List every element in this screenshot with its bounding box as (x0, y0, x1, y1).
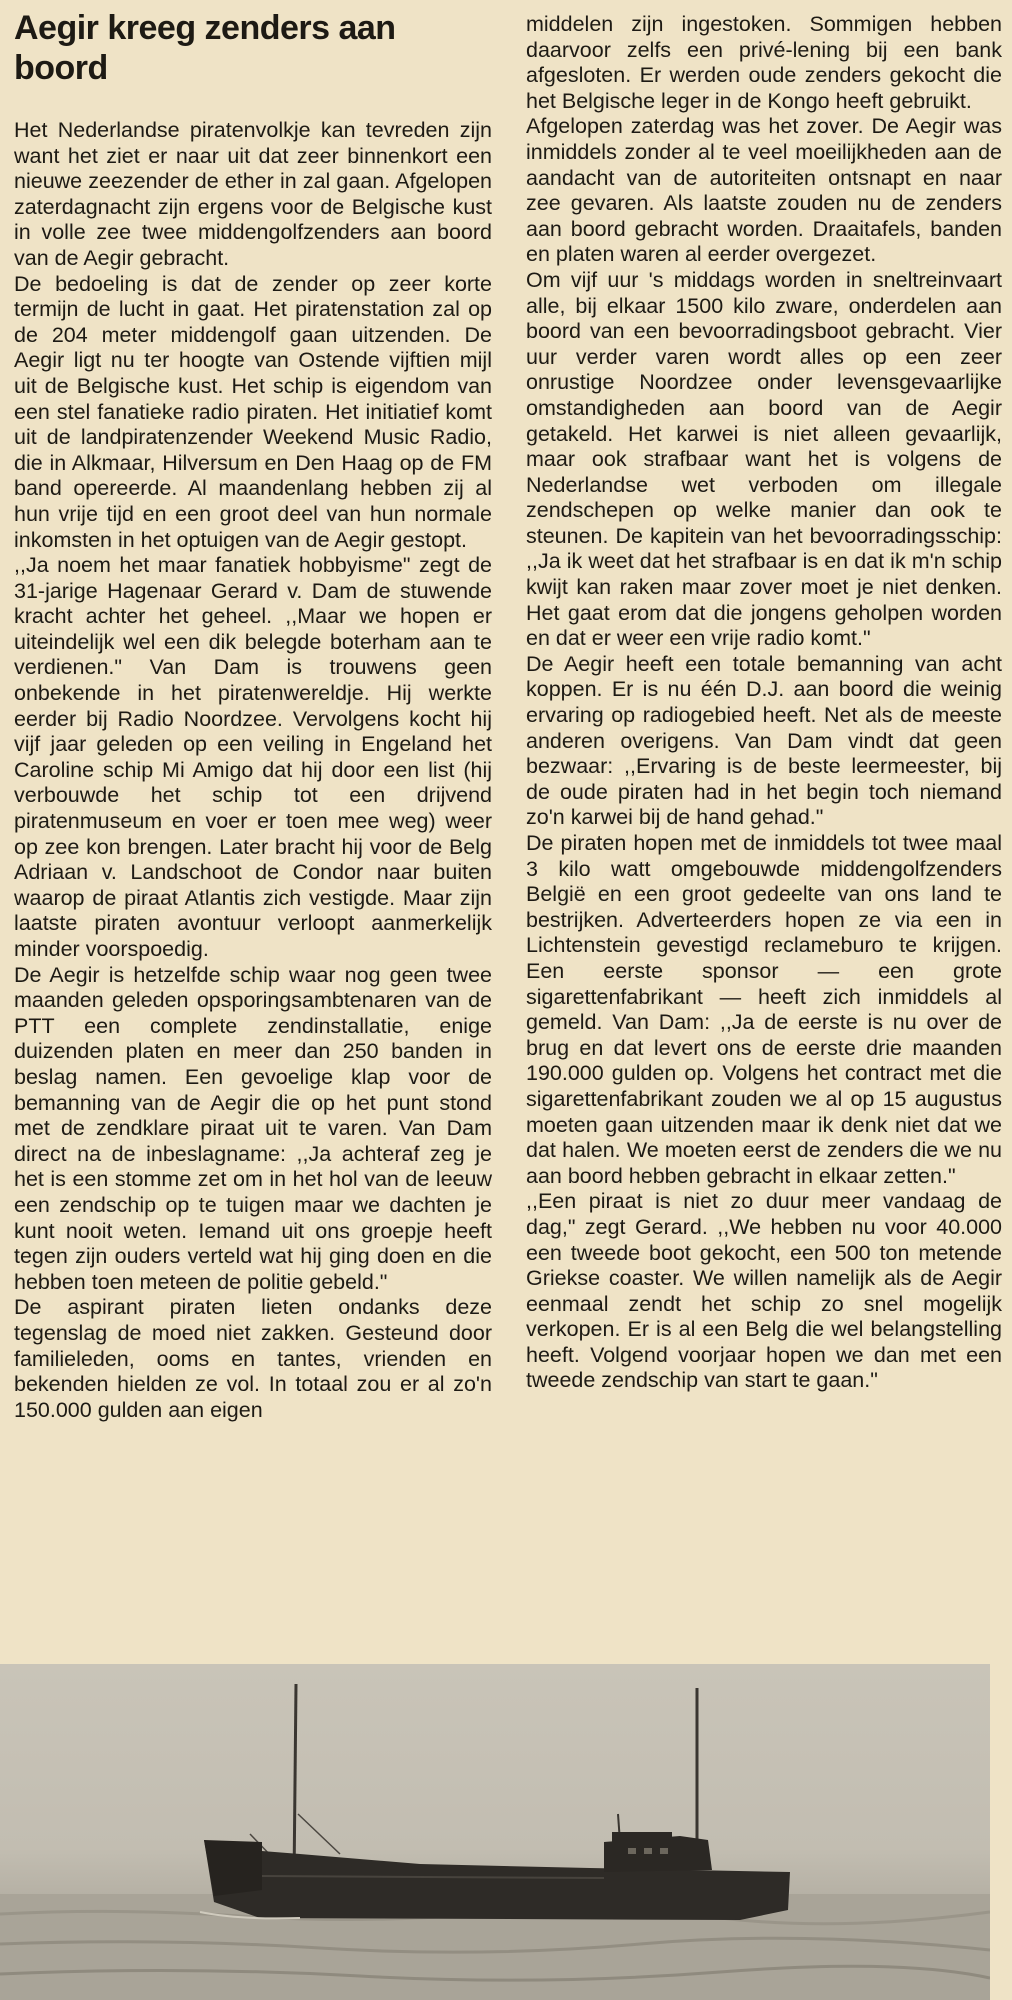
right-column (526, 12, 1002, 1394)
paragraph: De Aegir heeft een totale bemanning van acht koppen. Er is nu één D.J. aan boord die weinig ervaring op radiogebied heeft. Net als de meeste anderen overigens. Van Dam vindt dat geen bezwaar: ,,Ervaring is de beste leermeester, bij de oude piraten had in het begin toch niemand zo'n karwei bij de hand gehad." (526, 651, 1002, 830)
left-column (14, 118, 492, 1423)
paragraph: Afgelopen zaterdag was het zover. De Aegir was inmiddels zonder al te veel moeilijkheden aan de aandacht van de autoriteiten ontsnapt en naar zee gevaren. Als laatste zouden nu de zenders aan boord gebracht worden. Draaitafels, banden en platen waren al eerder overgezet. (526, 114, 1002, 267)
ship-illustration (0, 1664, 990, 2000)
paragraph: ,,Ja noem het maar fanatiek hobbyisme" zegt de 31-jarige Hagenaar Gerard v. Dam de stuwende kracht achter het geheel. ,,Maar we hopen er uiteindelijk wel een dik belegde boterham aan te verdienen." Van Dam is trouwens geen onbekende in het piratenwereldje. Hij werkte eerder bij Radio Noordzee. Vervolgens kocht hij vijf jaar geleden op een veiling in Engeland het Caroline schip Mi Amigo dat hij door een list (hij verbouwde het schip tot een drijvend piratenmuseum en voer er toen mee weg) weer op zee kon brengen. Later bracht hij voor de Belg Adriaan v. Landschoot de Condor naar buiten waarop de piraat Atlantis zich vestigde. Maar zijn laatste piraten avontuur verloopt aanmerkelijk minder voorspoedig. (14, 553, 492, 961)
paragraph: Om vijf uur 's middags worden in sneltreinvaart alle, bij elkaar 1500 kilo zware, onderdelen aan boord van een bevoorradingsboot gebracht. Vier uur verder varen wordt alles op een zeer onrustige Noordzee onder levensgevaarlijke omstandigheden aan boord van de Aegir getakeld. Het karwei is niet alleen gevaarlijk, maar ook strafbaar want het is volgens de Nederlandse wet verboden om illegale zendschepen op welke manier dan ook te steunen. De kapitein van het bevoorradingsschip: ,,Ja ik weet dat het strafbaar is en dat ik m'n schip kwijt kan raken maar zover moet je niet denken. Het gaat erom dat die jongens geholpen worden en dat er weer een vrije radio komt." (526, 267, 1002, 651)
paragraph: De aspirant piraten lieten ondanks deze tegenslag de moed niet zakken. Gesteund door familieleden, ooms en tantes, vrienden en bekenden hielden ze vol. In totaal zou er al zo'n 150.000 gulden aan eigen (14, 1295, 492, 1422)
ship-photo (0, 1664, 990, 2000)
paragraph: ,,Een piraat is niet zo duur meer vandaag de dag," zegt Gerard. ,,We hebben nu voor 40.000 een tweede boot gekocht, een 500 ton metende Griekse coaster. We willen namelijk als de Aegir eenmaal zendt het schip zo snel mogelijk verkopen. Er is al een Belg die wel belangstelling heeft. Volgend voorjaar hopen we dan met een tweede zendschip van start te gaan." (526, 1189, 1002, 1393)
paragraph: De piraten hopen met de inmiddels tot twee maal 3 kilo watt omgebouwde middengolfzenders België en een groot gedeelte van ons land te bestrijken. Adverteerders hopen ze via een in Lichtenstein gevestigd reclameburo te krijgen. Een eerste sponsor — een grote sigarettenfabrikant — heeft zich inmiddels al gemeld. Van Dam: ,,Ja de eerste is nu over de brug en dat levert ons de eerste drie maanden 190.000 gulden op. Volgens het contract met die sigarettenfabrikant zouden we al op 15 augustus moeten gaan uitzenden maar ik denk niet dat we dat halen. We moeten eerst de zenders die we nu aan boord hebben gebracht in elkaar zetten." (526, 831, 1002, 1188)
headline: Aegir kreeg zenders aan boord (14, 9, 396, 87)
paragraph: De bedoeling is dat de zender op zeer korte termijn de lucht in gaat. Het piratenstation zal op de 204 meter middengolf gaan uitzenden. De Aegir ligt nu ter hoogte van Ostende vijftien mijl uit de Belgische kust. Het schip is eigendom van een stel fanatieke radio piraten. Het initiatief komt uit de landpiratenzender Weekend Music Radio, die in Alkmaar, Hilversum en Den Haag op de FM band opereerde. Al maandenlang hebben zij al hun vrije tijd en een groot deel van hun normale inkomsten in het optuigen van de Aegir gestopt. (14, 271, 492, 552)
front-mast (294, 1684, 296, 1882)
paragraph: De Aegir is hetzelfde schip waar nog geen twee maanden geleden opsporingsambtenaren van de PTT een complete zendinstallatie, enige duizenden platen en meer dan 250 banden in beslag namen. Een gevoelige klap voor de bemanning van de Aegir die op het punt stond met de zendklare piraat uit te varen. Van Dam direct na de inbeslagname: ,,Ja achteraf zeg je het is een stomme zet om in het hol van de leeuw een zendschip op te tuigen maar we dachten je kunt nooit weten. Iemand uit ons groepje heeft tegen zijn ouders verteld wat hij ging doen en die hebben toen meteen de politie gebeld." (14, 962, 492, 1294)
paragraph: Het Nederlandse piratenvolkje kan tevreden zijn want het ziet er naar uit dat zeer binnenkort een nieuwe zeezender de ether in zal gaan. Afgelopen zaterdagnacht zijn ergens voor de Belgische kust in volle zee twee middengolfzenders aan boord van de Aegir gebracht. (14, 118, 492, 270)
paragraph: middelen zijn ingestoken. Sommigen hebben daarvoor zelfs een privé-lening bij een bank afgesloten. Er werden oude zenders gekocht die het Belgische leger in de Kongo heeft gebruikt. (526, 12, 1002, 113)
